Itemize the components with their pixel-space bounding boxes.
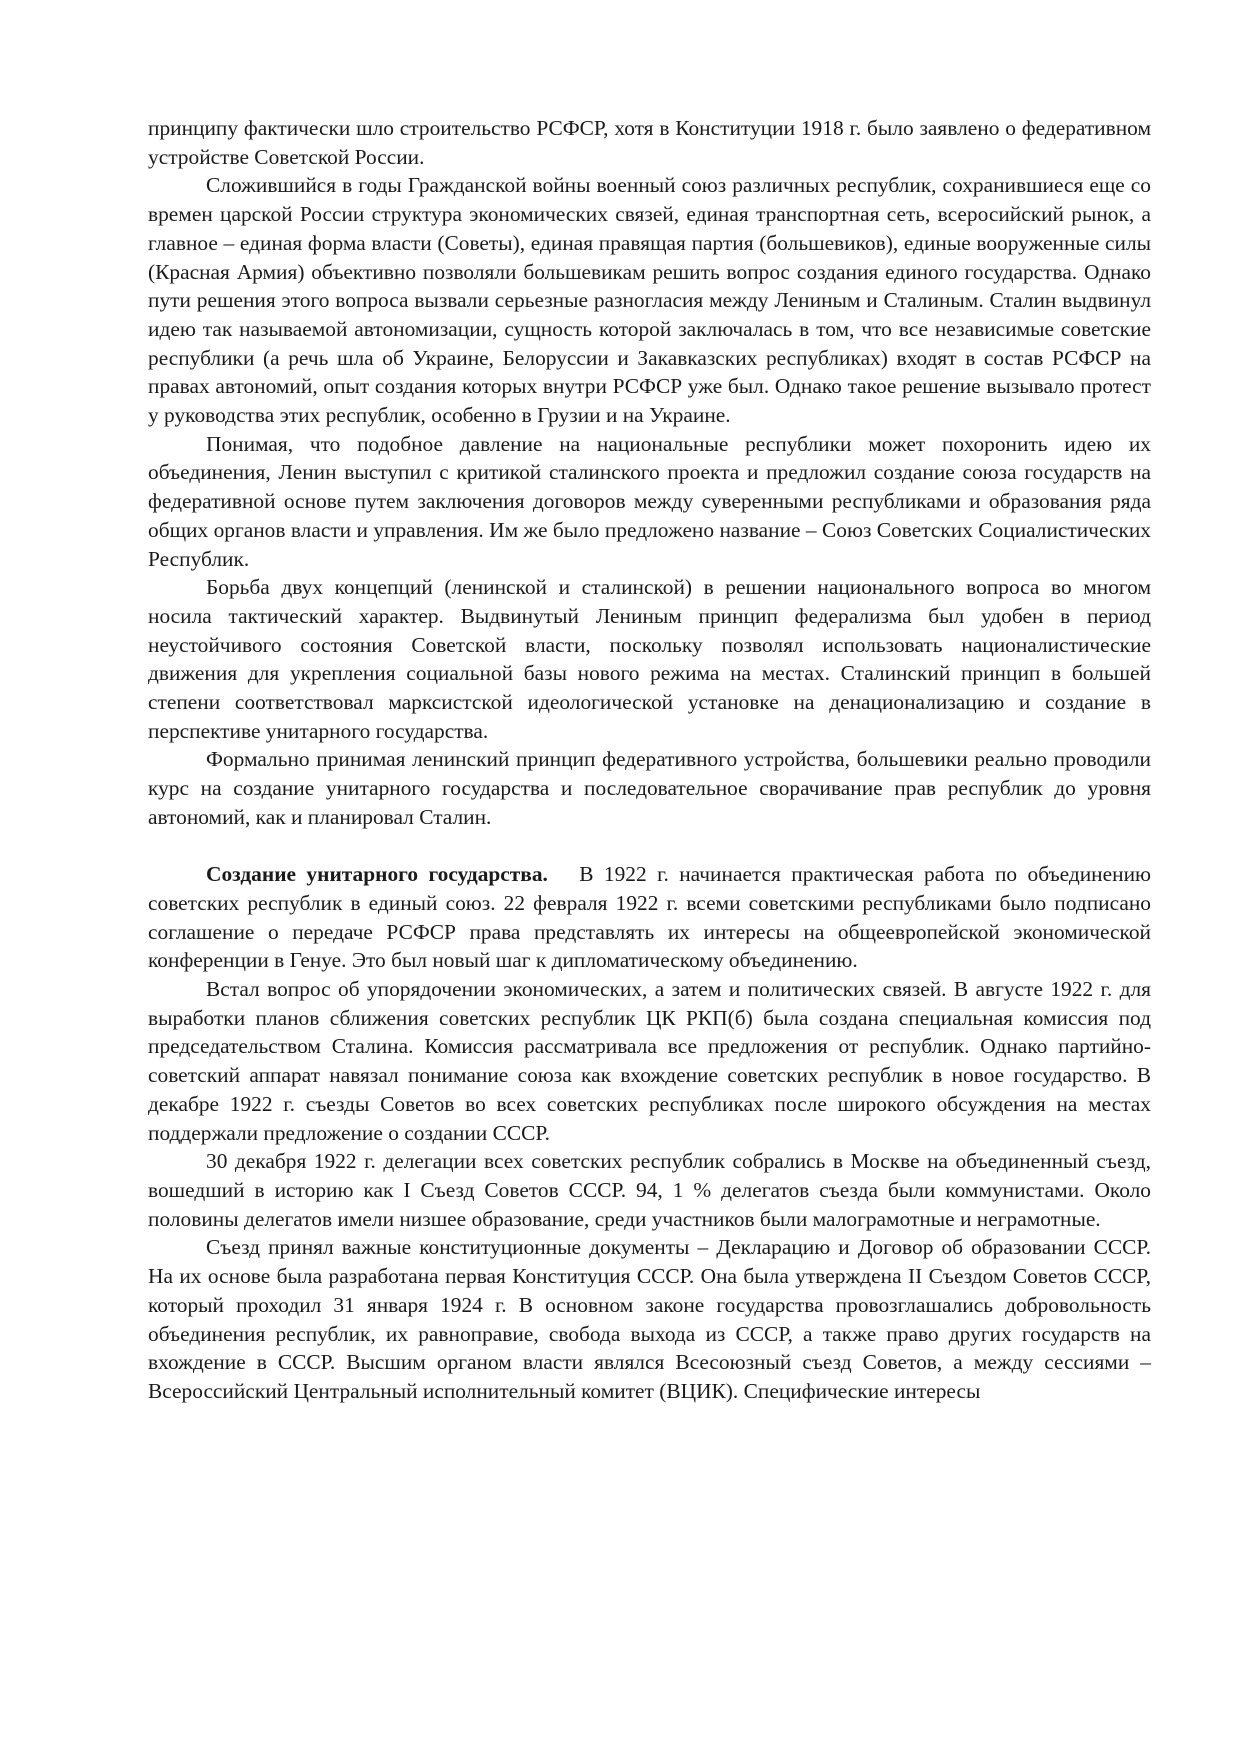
section-lead-paragraph bbox=[148, 860, 1151, 975]
paragraph: 30 декабря 1922 г. делегации всех советских республик собрались в Москве на объединенный съезд, вошедший в историю как I Съезд Советов СССР. 94, 1 % делегатов съезда были коммунистами. Около половины делегатов имели низшее образование, среди участников были малограмотные и неграмотные. bbox=[148, 1149, 1151, 1231]
paragraph: Борьба двух концепций (ленинской и сталинской) в решении национального вопроса во многом носила тактический характер. Выдвинутый Лениным принцип федерализма был удобен в период неустойчивого состояния Советской власти, поскольку позволял использовать националистические движения для укрепления социальной базы нового режима на местах. Сталинский принцип в большей степени соответствовал марксистской идеологической установке на денационализацию и создание в перспективе унитарного государства. bbox=[148, 575, 1151, 743]
paragraph: Формально принимая ленинский принцип федеративного устройства, большевики реально проводили курс на создание унитарного государства и последовательное сворачивание прав республик до уровня автономий, как и планировал Сталин. bbox=[148, 747, 1151, 829]
paragraph: Съезд принял важные конституционные документы – Декларацию и Договор об образовании СССР. На их основе была разработана первая Конституция СССР. Она была утверждена II Съездом Советов СССР, который проходил 31 января 1924 г. В основном законе государства провозглашались добровольность объединения республик, их равноправие, свобода выхода из СССР, а также право других государств на вхождение в СССР. Высшим органом власти являлся Всесоюзный съезд Советов, а между сессиями – Всероссийский Центральный исполнительный комитет (ВЦИК). Специфические интересы bbox=[148, 1235, 1151, 1403]
document-page bbox=[148, 114, 1151, 1406]
section-spacer bbox=[148, 832, 1151, 861]
paragraph: Понимая, что подобное давление на национальные республики может похоронить идею их объединения, Ленин выступил с критикой сталинского проекта и предложил создание союза государств на федеративной основе путем заключения договоров между суверенными республиками и образования ряда общих органов власти и управления. Им же было предложено название – Союз Советских Социалистических Республик. bbox=[148, 431, 1151, 571]
section-lead-text: В 1922 г. начинается практическая работа по объединению советских республик в единый союз. 22 февраля 1922 г. всеми советскими республиками было подписано соглашение о передаче РСФСР права представлять их интересы на общеевропейской экономической конференции в Генуе. Это был новый шаг к дипломатическому объединению. bbox=[148, 862, 1151, 973]
paragraph: Сложившийся в годы Гражданской войны военный союз различных республик, сохранившиеся еще со времен царской России структура экономических связей, единая транспортная сеть, всеросийский рынок, а главное – единая форма власти (Советы), единая правящая партия (большевиков), единые вооруженные силы (Красная Армия) объективно позволяли большевикам решить вопрос создания единого государства. Однако пути решения этого вопроса вызвали серьезные разногласия между Лениным и Сталиным. Сталин выдвинул идею так называемой автономизации, сущность которой заключалась в том, что все независимые советские республики (а речь шла об Украине, Белоруссии и Закавказских республиках) входят в состав РСФСР на правах автономий, опыт создания которых внутри РСФСР уже был. Однако такое решение вызывало протест у руководства этих республик, особенно в Грузии и на Украине. bbox=[148, 173, 1151, 428]
paragraph: Встал вопрос об упорядочении экономических, а затем и политических связей. В августе 1922 г. для выработки планов сближения советских республик ЦК РКП(б) была создана специальная комиссия под председательством Сталина. Комиссия рассматривала все предложения от республик. Однако партийно-советский аппарат навязал понимание союза как вхождение советских республик в новое государство. В декабре 1922 г. съезды Советов во всех советских республиках после широкого обсуждения на местах поддержали предложение о создании СССР. bbox=[148, 977, 1151, 1145]
section-heading: Создание унитарного государства. bbox=[206, 862, 548, 887]
paragraph: принципу фактически шло строительство РСФСР, хотя в Конституции 1918 г. было заявлено о федеративном устройстве Советской России. bbox=[148, 116, 1151, 169]
